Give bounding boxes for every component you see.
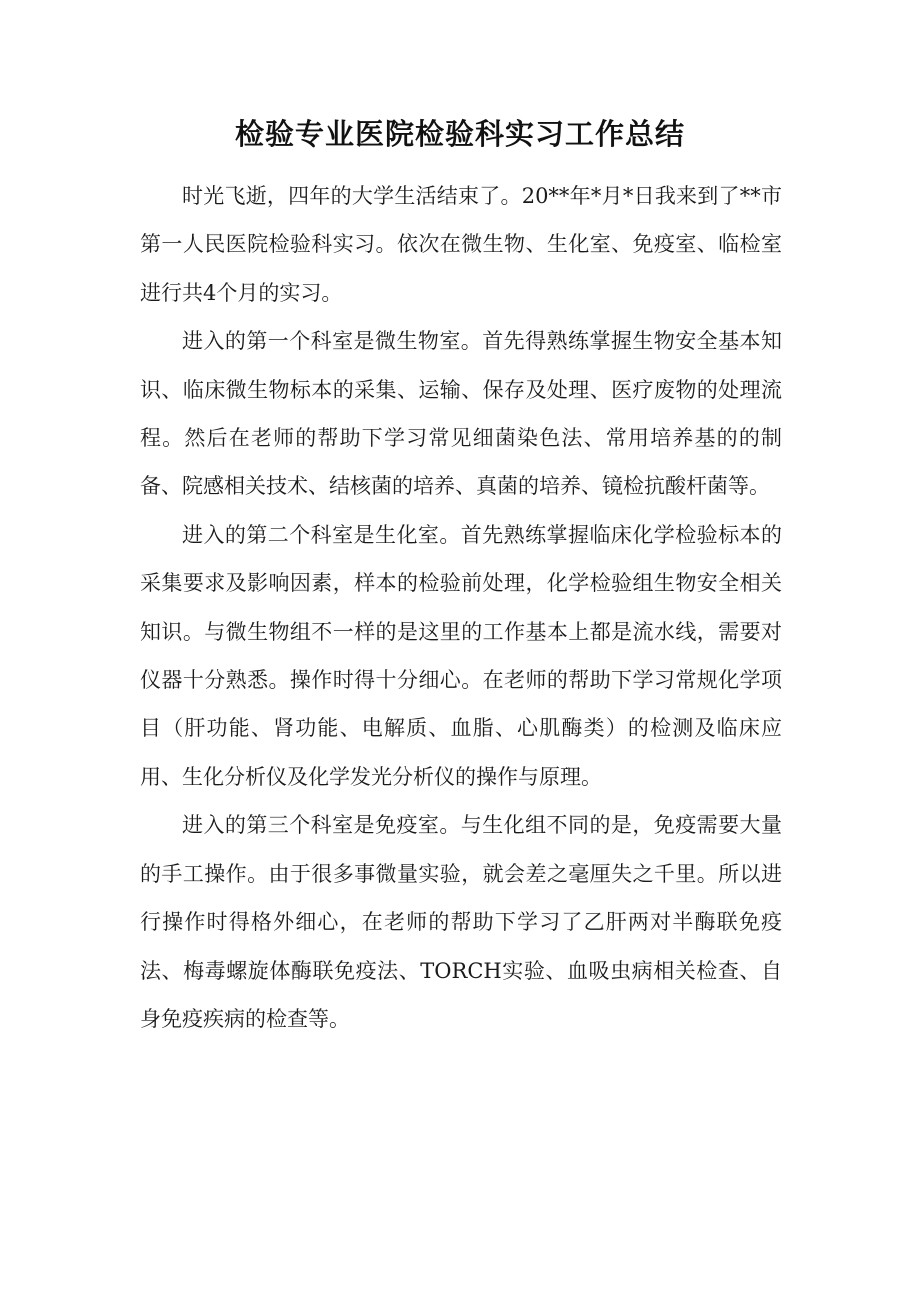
paragraph-intro: 时光飞逝，四年的大学生活结束了。20**年*月*日我来到了**市第一人民医院检验科实习。依次在微生物、生化室、免疫室、临检室进行共4个月的实习。: [140, 184, 782, 305]
paragraph-microbiology: 进入的第一个科室是微生物室。首先得熟练掌握生物安全基本知识、临床微生物标本的采集、运输、保存及处理、医疗废物的处理流程。然后在老师的帮助下学习常见细菌染色法、常用培养基的的制备、院感相关技术、结核菌的培养、真菌的培养、镜检抗酸杆菌等。: [140, 329, 782, 499]
paragraph-biochemistry: 进入的第二个科室是生化室。首先熟练掌握临床化学检验标本的采集要求及影响因素，样本的检验前处理，化学检验组生物安全相关知识。与微生物组不一样的是这里的工作基本上都是流水线，需要对仪器十分熟悉。操作时得十分细心。在老师的帮助下学习常规化学项目（肝功能、肾功能、电解质、血脂、心肌酶类）的检测及临床应用、生化分析仪及化学发光分析仪的操作与原理。: [140, 522, 782, 789]
document-body: [140, 172, 782, 1043]
document-title: 检验专业医院检验科实习工作总结: [234, 117, 685, 151]
paragraph-immunology: 进入的第三个科室是免疫室。与生化组不同的是，免疫需要大量的手工操作。由于很多事微量实验，就会差之毫厘失之千里。所以进行操作时得格外细心，在老师的帮助下学习了乙肝两对半酶联免疫法、梅毒螺旋体酶联免疫法、TORCH实验、血吸虫病相关检查、自身免疫疾病的检查等。: [140, 813, 782, 1031]
